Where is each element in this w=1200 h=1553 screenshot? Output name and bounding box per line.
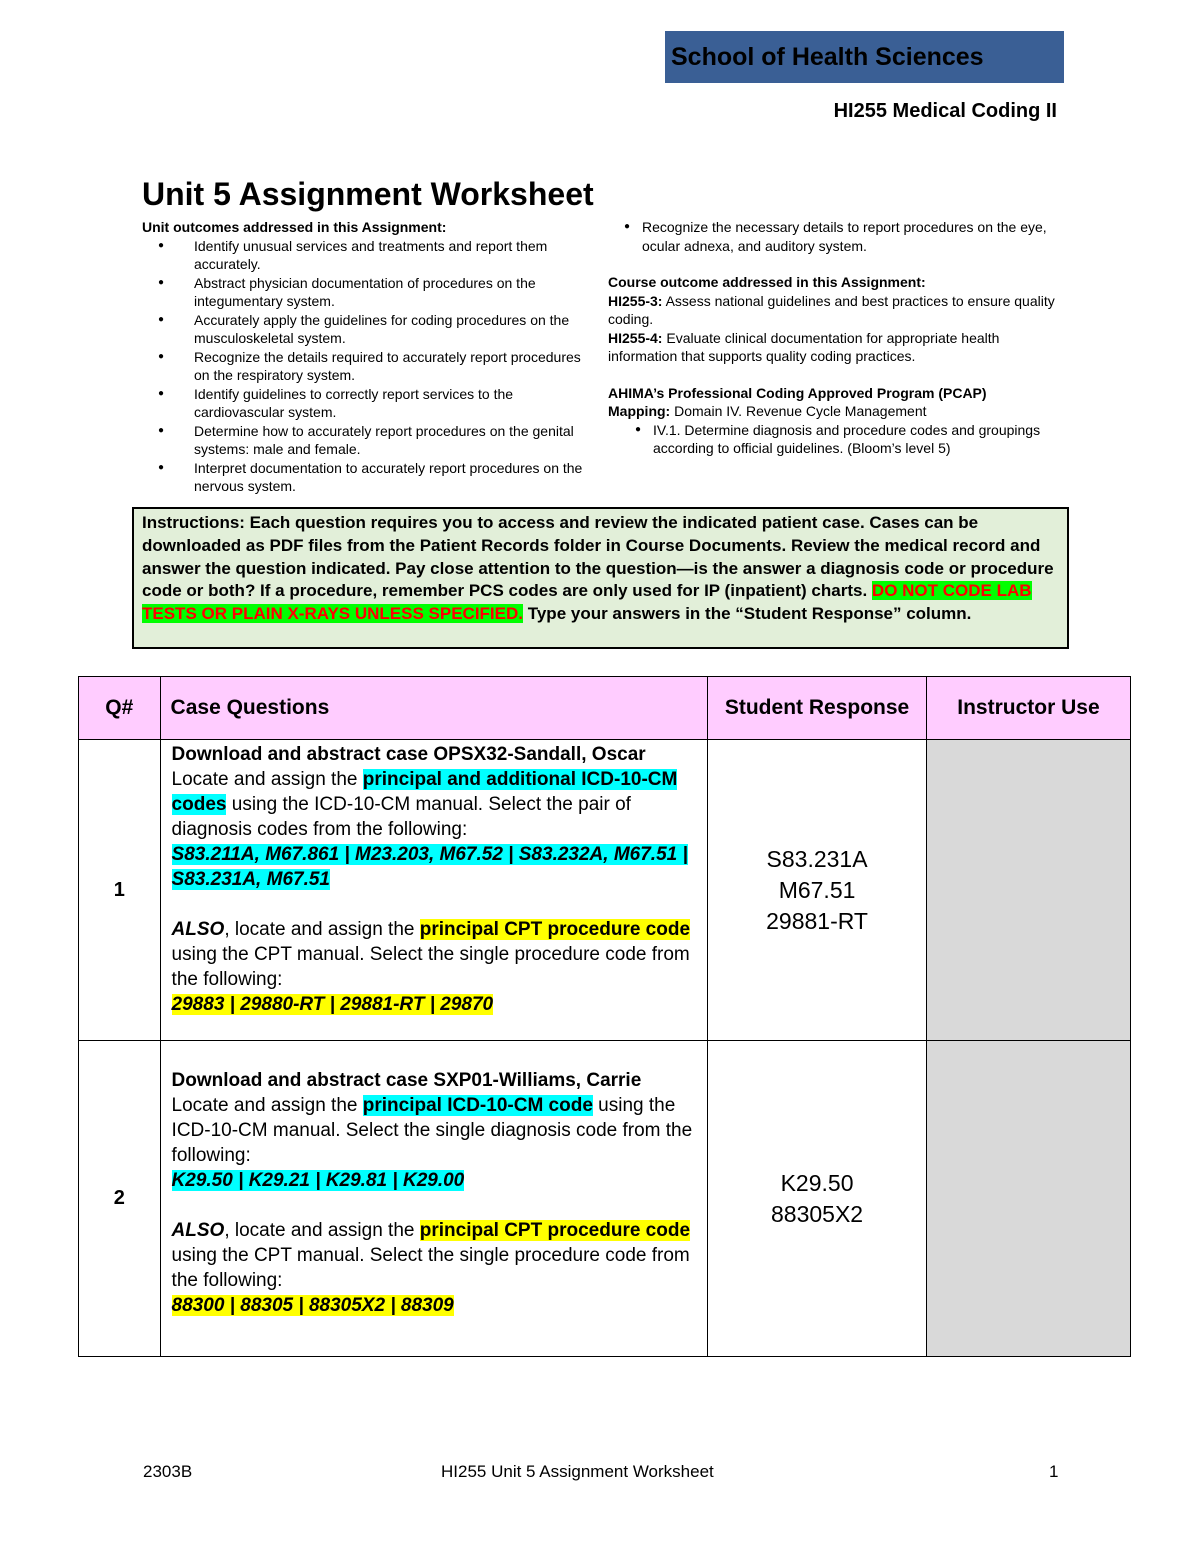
header-response: Student Response [708,677,927,740]
unit-outcome-item: ● Abstract physician documentation of procedures on the integumentary system. [142,274,597,311]
course-outcomes [608,218,1058,458]
footer-title: HI255 Unit 5 Assignment Worksheet [441,1462,714,1481]
unit-outcome-item: ● Identify guidelines to correctly report services to the cardiovascular system. [142,385,597,422]
question-number: 2 [79,1041,161,1357]
unit-outcome-item: ● Interpret documentation to accurately report procedures on the nervous system. [142,459,597,496]
course-outcome-item: HI255-4: Evaluate clinical documentation for appropriate health information that supports quality coding practices. [608,329,1000,364]
student-response[interactable]: K29.50 88305X2 [708,1041,927,1357]
table-row [79,740,1131,1041]
case-title: Download and abstract case SXP01-Williams, Carrie [171,1070,642,1091]
header-instructor: Instructor Use [926,677,1130,740]
instructions-tail: Type your answers in the “Student Response” column. [527,604,972,624]
dx-options: S83.211A, M67.861 | M23.203, M67.52 | S83.232A, M67.51 | S83.231A, M67.51 [171,844,688,890]
instructions-warning: DO NOT CODE LAB TESTS OR PLAIN X-RAYS UNLESS SPECIFIED. [142,581,1032,624]
header-q: Q# [79,677,161,740]
course-outcome-heading: Course outcome addressed in this Assignment: [608,274,926,290]
page-number: 1 [1049,1462,1059,1481]
student-response[interactable]: S83.231A M67.51 29881-RT [708,740,927,1041]
dx-options: K29.50 | K29.21 | K29.81 | K29.00 [171,1170,465,1191]
course-title: HI255 Medical Coding II [833,100,1057,122]
table-row [79,1041,1131,1357]
ahima-item: ● IV.1. Determine diagnosis and procedure codes and groupings according to official guidelines. (Bloom’s level 5) [608,421,1058,458]
footer-term: 2303B [143,1462,193,1481]
questions-table [78,676,1131,1357]
px-options: 88300 | 88305 | 88305X2 | 88309 [171,1295,454,1316]
unit-outcomes [142,218,597,496]
course-outcome-item: HI255-3: Assess national guidelines and best practices to ensure quality coding. [608,292,1055,327]
px-instruction: ALSO, locate and assign the principal CPT procedure code using the CPT manual. Select the single procedure code from the following: [171,1220,691,1291]
unit-outcome-item: ● Recognize the details required to accurately report procedures on the respiratory system. [142,348,597,385]
instructions-text: Instructions: Each question requires you to access and review the indicated patient case. Cases can be downloaded as PDF files from the Patient Records folder in Course Documents. Review the medical record and answer the question indicated. Pay close attention to the question—is the answer a diagnosis code or procedure code or both? If a procedure, remember PCS codes are only used for IP (inpatient) charts. [142,513,1054,601]
instructions-box [132,507,1069,649]
ahima-mapping: Mapping: Domain IV. Revenue Cycle Management [608,403,927,419]
page-title: Unit 5 Assignment Worksheet [142,176,594,212]
case-title: Download and abstract case OPSX32-Sandall, Oscar [171,744,646,765]
instructor-use-cell [926,1041,1130,1357]
unit-outcome-item: ● Identify unusual services and treatments and report them accurately. [142,237,597,274]
question-number: 1 [79,740,161,1041]
dx-instruction: Locate and assign the principal ICD-10-CM code using the ICD-10-CM manual. Select the single diagnosis code from the following: [171,1095,693,1166]
unit-outcome-item: ● Recognize the necessary details to report procedures on the eye, ocular adnexa, and auditory system. [608,218,1058,255]
dx-instruction: Locate and assign the principal and additional ICD-10-CM codes using the ICD-10-CM manual. Select the pair of diagnosis codes from the following: [171,769,678,840]
school-banner: School of Health Sciences [665,31,1064,83]
px-instruction: ALSO, locate and assign the principal CPT procedure code using the CPT manual. Select the single procedure code from the following: [171,919,691,990]
unit-outcomes-heading: Unit outcomes addressed in this Assignment: [142,219,447,235]
case-question [160,1041,708,1357]
instructor-use-cell [926,740,1130,1041]
px-options: 29883 | 29880-RT | 29881-RT | 29870 [171,994,494,1015]
ahima-heading: AHIMA’s Professional Coding Approved Program (PCAP) [608,384,987,401]
header-case: Case Questions [160,677,708,740]
unit-outcome-item: ● Determine how to accurately report procedures on the genital systems: male and female. [142,422,597,459]
unit-outcome-item: ● Accurately apply the guidelines for coding procedures on the musculoskeletal system. [142,311,597,348]
case-question [160,740,708,1041]
